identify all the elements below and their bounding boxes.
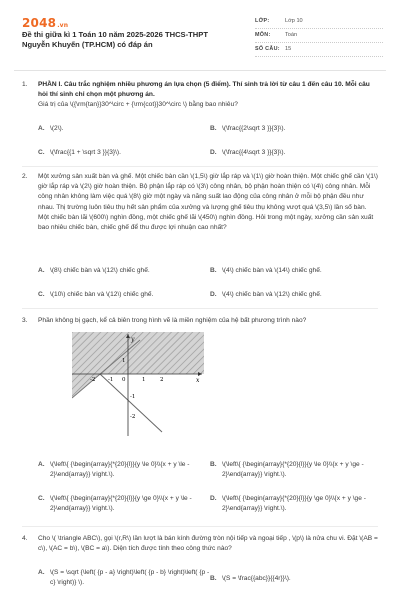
tick-label: -2	[130, 414, 136, 420]
tick-label: -2	[90, 377, 96, 383]
tick-label: -1	[108, 377, 114, 383]
question-text: Phần không bị gạch, kể cả biên trong hình vẽ là miền nghiệm của hệ bất phương trình nào?	[38, 317, 307, 324]
tick-label: 1	[122, 358, 126, 364]
meta-question-count: SỐ CÂU: 15	[255, 46, 383, 60]
question-text: Giá trị của \({\rm{tan}}30^\circ + {\rm{cot}}30^\circ \) bằng bao nhiêu?	[38, 101, 238, 109]
tick-label: -1	[130, 394, 136, 400]
x-axis-label: x	[196, 377, 200, 384]
meta-subject: MÔN: Toán	[255, 32, 383, 46]
tick-label: 2	[160, 377, 164, 383]
exam-title: Đề thi giữa kì 1 Toán 10 năm 2025-2026 THCS-THPT Nguyễn Khuyến (TP.HCM) có đáp án	[22, 30, 208, 50]
header-divider	[14, 70, 386, 71]
exam-header	[0, 0, 400, 66]
tick-label: 0	[122, 377, 126, 383]
question-separator	[22, 308, 378, 309]
section-heading: PHẦN I. Câu trắc nghiệm nhiều phương án lựa chọn (5 điểm). Thí sinh trả lời từ câu 1 đến câu 10. Mỗi câu hỏi thí sinh chỉ chọn một phương án.	[38, 81, 370, 99]
hatched-region-top	[72, 332, 204, 374]
question-separator	[22, 526, 378, 527]
y-axis-label: y	[131, 336, 135, 343]
tick-label: 1	[142, 377, 146, 383]
question-separator	[22, 166, 378, 167]
question-text: Cho \( \triangle ABC\), gọi \(r,R\) lần lượt là bán kính đường tròn nội tiếp và ngoại tiếp , \(p\) là nửa chu vi. Đặt \(AB = c\), \(AC = b\), \(BC = a\). Diện tích được tính theo công thức nào?	[38, 535, 378, 553]
site-logo[interactable]: 2048.vn	[22, 16, 69, 30]
inequality-graph	[72, 332, 204, 437]
question-text: Một xưởng sản xuất bàn và ghế. Một chiếc bàn cần \(1,5\) giờ lắp ráp và \(1\) giờ hoàn thiện. Một chiếc ghế cần \(1\) giờ lắp ráp và \(2\) giờ hoàn thiện. Bộ phận lắp ráp có \(3\) công nhân, bộ phận hoàn thiện có \(4\) công nhân. Mỗi công nhân không làm việc quá \(8\) giờ một ngày và năng suất lao động của công nhân ở mỗi bộ phận đều như nhau. Thị trường luôn tiêu thụ hết sản phẩm của xưởng và lượng ghế tiêu thụ không vượt quá \(3,5\) lần số bàn. Một chiếc bàn lãi \(600\) nghìn đồng, một chiếc ghế lãi \(450\) nghìn đồng. Hỏi trong một ngày, xưởng cần sản xuất bao nhiêu chiếc bàn, chiếc ghế để thu được lợi nhuận cao nhất?	[38, 173, 378, 232]
meta-class: LỚP: Lớp 10	[255, 18, 383, 32]
